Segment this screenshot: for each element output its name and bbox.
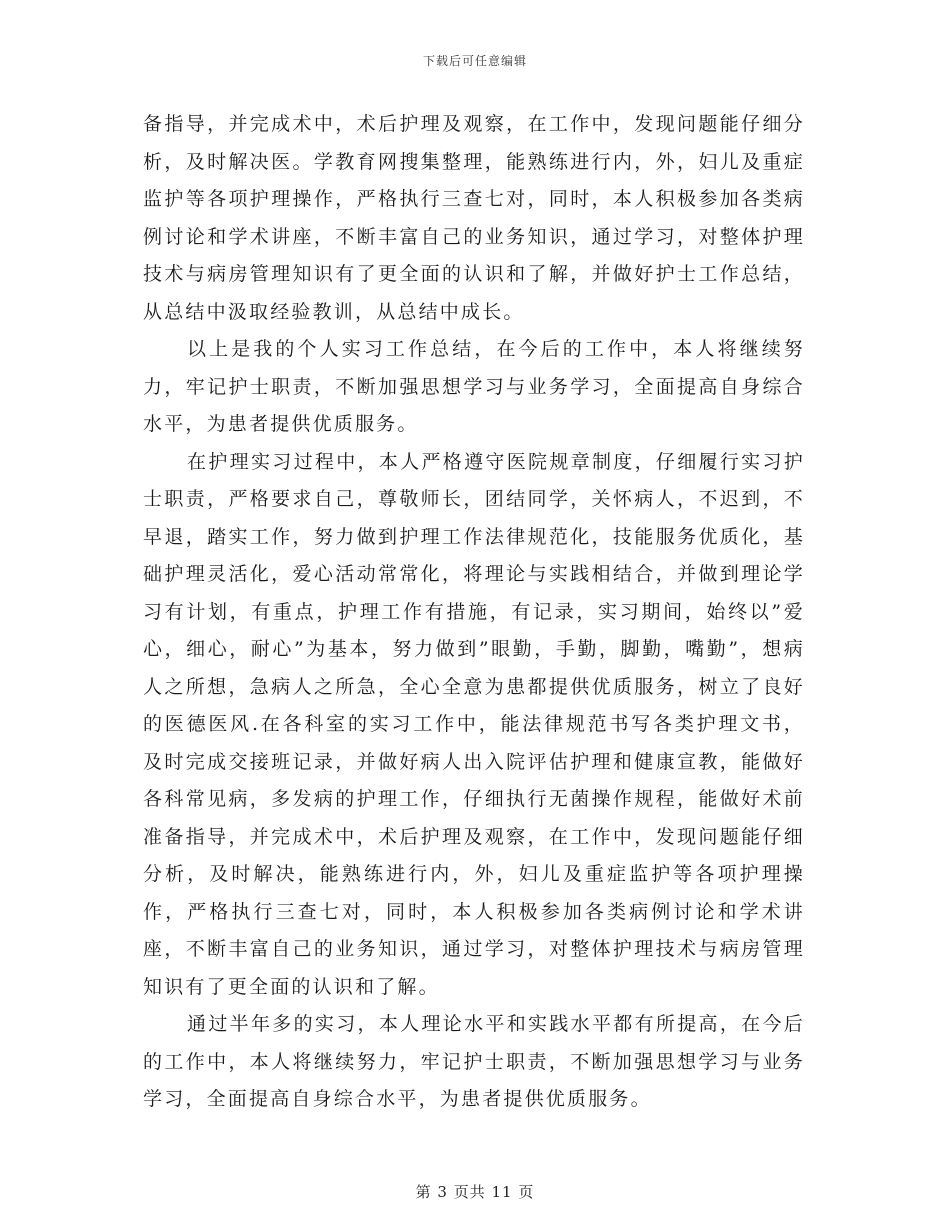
- paragraph-summary-closing: 以上是我的个人实习工作总结，在今后的工作中，本人将继续努力，牢记护士职责，不断加强思想学习与业务学习，全面提高自身综合水平，为患者提供优质服务。: [143, 338, 805, 435]
- paragraph-internship-process: 在护理实习过程中，本人严格遵守医院规章制度，仔细履行实习护士职责，严格要求自己，尊敬师长，团结同学，关怀病人，不迟到，不早退，踏实工作，努力做到护理工作法律规范化，技能服务优质化，基础护理灵活化，爱心活动常常化，将理论与实践相结合，并做到理论学习有计划，有重点，护理工作有措施，有记录，实习期间，始终以”爱心，细心，耐心”为基本，努力做到”眼勤，手勤，脚勤，嘴勤”，想病人之所想，急病人之所急，全心全意为患都提供优质服务，树立了良好的医德医风.在各科室的实习工作中，能法律规范书写各类护理文书，及时完成交接班记录，并做好病人出入院评估护理和健康宣教，能做好各科常见病，多发病的护理工作，仔细执行无菌操作规程，能做好术前准备指导，并完成术中，术后护理及观察，在工作中，发现问题能仔细分析，及时解决，能熟练进行内，外，妇儿及重症监护等各项护理操作，严格执行三查七对，同时，本人积极参加各类病例讨论和学术讲座，不断丰富自己的业务知识，通过学习，对整体护理技术与病房管理知识有了更全面的认识和了解。: [143, 450, 805, 998]
- document-body: [143, 106, 805, 1119]
- paragraph-conclusion: 通过半年多的实习，本人理论水平和实践水平都有所提高，在今后的工作中，本人将继续努力，牢记护士职责，不断加强思想学习与业务学习，全面提高自身综合水平，为患者提供优质服务。: [143, 1013, 805, 1110]
- page-number: 第 3 页共 11 页: [415, 1183, 535, 1201]
- page-header: 下载后可任意编辑: [422, 54, 527, 68]
- paragraph-continued: 备指导，并完成术中，术后护理及观察，在工作中，发现问题能仔细分析，及时解决医。学教育网搜集整理，能熟练进行内，外，妇儿及重症监护等各项护理操作，严格执行三查七对，同时，本人积极参加各类病例讨论和学术讲座，不断丰富自己的业务知识，通过学习，对整体护理技术与病房管理知识有了更全面的认识和了解，并做好护士工作总结，从总结中汲取经验教训，从总结中成长。: [143, 113, 805, 323]
